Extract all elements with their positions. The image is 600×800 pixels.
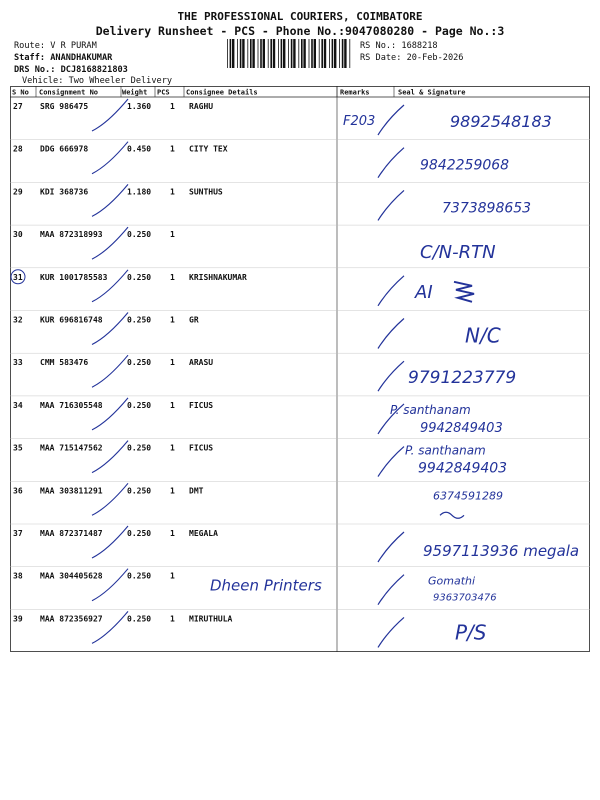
barcode-image [226, 39, 354, 68]
signature-stroke [378, 617, 404, 647]
tick-mark [92, 355, 128, 387]
pcs-count: 1 [170, 358, 175, 368]
pcs-count: 1 [170, 400, 175, 410]
pcs-count: 1 [170, 144, 175, 154]
signature-stroke [378, 361, 404, 391]
barcode-bar [311, 39, 313, 68]
signature-stroke [378, 148, 404, 178]
serial-number: 37 [13, 529, 23, 538]
consignment-number: MAA 303811291 [40, 486, 103, 496]
barcode-bar [250, 39, 252, 68]
handwritten-text: Dheen Printers [210, 576, 322, 595]
barcode-bar [329, 39, 330, 68]
serial-number: 38 [13, 571, 23, 581]
staff-label: Staff: [14, 53, 46, 63]
weight-value: 0.450 [127, 144, 152, 154]
weight-value: 0.250 [127, 529, 152, 538]
barcode-bar [268, 39, 269, 68]
consignee-name: CITY TEX [189, 144, 228, 154]
consignee-name: FICUS [189, 400, 214, 410]
column-header: Remarks [340, 88, 370, 97]
serial-number: 34 [13, 400, 23, 410]
barcode-bar [230, 39, 232, 68]
weight-value: 0.250 [127, 571, 152, 581]
handwritten-text: 9842259068 [420, 157, 510, 174]
consignee-name: KRISHNAKUMAR [189, 272, 247, 282]
barcode-bar [334, 39, 336, 68]
consignee-name: MIRUTHULA [189, 614, 233, 624]
barcode-bar [278, 39, 279, 68]
signature-stroke [378, 532, 404, 562]
pcs-count: 1 [170, 102, 175, 111]
column-header: Seal & Signature [398, 88, 466, 97]
consignment-number: KUR 696816748 [40, 315, 103, 325]
staff-value: ANANDHAKUMAR [50, 53, 113, 63]
signature-stroke [378, 575, 404, 605]
barcode-bar [332, 39, 334, 68]
barcode-bar [301, 39, 303, 68]
handwritten-text: P. santhanam [390, 402, 471, 417]
barcode-bar [319, 39, 320, 68]
consignment-number: CMM 583476 [40, 358, 89, 368]
handwritten-text: 9892548183 [450, 112, 552, 131]
barcode-bar [237, 39, 238, 68]
consignment-number: MAA 716305548 [40, 400, 103, 410]
handwritten-text: Gomathi [428, 574, 476, 588]
handwritten-text: 7373898653 [442, 200, 532, 217]
handwritten-text: P. santhanam [405, 443, 486, 458]
barcode-bar [298, 39, 299, 68]
barcode-bar [227, 39, 228, 68]
tick-mark [92, 99, 128, 131]
barcode-bar [309, 39, 310, 68]
consignee-name: ARASU [189, 358, 214, 368]
pcs-count: 1 [170, 187, 175, 197]
serial-number: 35 [13, 443, 23, 453]
consignment-number: KUR 1001785583 [40, 272, 108, 282]
runsheet-subtitle: Delivery Runsheet - PCS - Phone No.:9047080280 - Page No.:3 [95, 24, 505, 38]
barcode-bar [344, 39, 346, 68]
serial-number: 27 [13, 102, 23, 111]
weight-value: 0.250 [127, 614, 152, 624]
weight-value: 0.250 [127, 230, 152, 240]
consignee-name: SUNTHUS [189, 187, 223, 197]
barcode-bar [314, 39, 316, 68]
column-header: S No [12, 88, 29, 97]
consignee-name: FICUS [189, 443, 214, 453]
serial-number: 30 [13, 230, 23, 240]
barcode-bar [293, 39, 295, 68]
consignee-name: RAGHU [189, 102, 214, 111]
signature-stroke [378, 319, 404, 349]
signature-stroke [378, 190, 404, 220]
barcode-bar [321, 39, 323, 68]
handwritten-text: 9597113936 megala [423, 542, 580, 560]
handwritten-text: 9791223779 [408, 368, 517, 389]
handwritten-text: 9942849403 [420, 420, 503, 436]
barcode-bar [240, 39, 242, 68]
barcode-bar [349, 39, 350, 68]
handwritten-text: 9363703476 [433, 592, 497, 604]
barcode-bar [288, 39, 289, 68]
handwritten-text: 9942849403 [418, 460, 508, 477]
signature-stroke [440, 512, 464, 518]
barcode-bar [242, 39, 244, 68]
column-header: Consignee Details [186, 88, 258, 97]
handwritten-text: N/C [465, 323, 501, 348]
consignment-number: SRG 986475 [40, 102, 89, 111]
weight-value: 0.250 [127, 400, 152, 410]
pcs-count: 1 [170, 571, 175, 581]
barcode-bar [260, 39, 262, 68]
route-line: Route: V R PURAM [14, 41, 97, 51]
barcode-bar [270, 39, 272, 68]
barcode-bar [252, 39, 254, 68]
weight-value: 0.250 [127, 443, 152, 453]
weight-value: 0.250 [127, 486, 152, 496]
company-title: THE PROFESSIONAL COURIERS, COIMBATORE [177, 10, 423, 23]
handwritten-text: P/S [455, 620, 487, 645]
drs-label: DRS No.: [14, 65, 56, 75]
column-header: PCS [157, 88, 170, 97]
weight-value: 1.180 [127, 187, 152, 197]
signature-stroke [378, 447, 404, 477]
serial-number: 32 [13, 315, 23, 325]
serial-number: 29 [13, 187, 23, 197]
drs-line [14, 65, 128, 75]
serial-number: 31 [13, 272, 23, 282]
signature-stroke [454, 282, 474, 302]
tick-mark [92, 142, 128, 174]
rs-date: RS Date: 20-Feb-2026 [360, 53, 464, 63]
barcode-bar [303, 39, 305, 68]
barcode-bar [342, 39, 344, 68]
consignee-name: MEGALA [189, 529, 218, 538]
weight-value: 0.250 [127, 272, 152, 282]
vehicle-line: Vehicle: Two Wheeler Delivery [22, 76, 173, 86]
column-header: Consignment No [39, 88, 99, 97]
barcode-bar [291, 39, 293, 68]
serial-number: 33 [13, 358, 23, 368]
consignment-number: MAA 715147562 [40, 443, 103, 453]
consignment-number: MAA 872318993 [40, 230, 103, 240]
consignee-name: DMT [189, 486, 204, 496]
drs-value: DCJ8168821803 [60, 65, 128, 75]
barcode-bar [339, 39, 340, 68]
weight-value: 0.250 [127, 358, 152, 368]
barcode-bar [324, 39, 326, 68]
column-header: Weight [122, 88, 148, 97]
barcode-bar [281, 39, 283, 68]
barcode-bar [283, 39, 285, 68]
pcs-count: 1 [170, 614, 175, 624]
serial-number: 36 [13, 486, 23, 496]
barcode-bar [232, 39, 234, 68]
handwritten-text: 6374591289 [433, 489, 503, 503]
barcode-bar [273, 39, 275, 68]
pcs-count: 1 [170, 315, 175, 325]
pcs-count: 1 [170, 230, 175, 240]
barcode-bar [263, 39, 265, 68]
handwritten-text: F203 [343, 114, 376, 129]
pcs-count: 1 [170, 272, 175, 282]
serial-number: 28 [13, 144, 23, 154]
weight-value: 1.360 [127, 102, 152, 111]
consignment-number: MAA 304405628 [40, 571, 103, 581]
consignment-number: MAA 872356927 [40, 614, 103, 624]
pcs-count: 1 [170, 529, 175, 538]
consignment-number: KDI 368736 [40, 187, 89, 197]
consignment-number: DDG 666978 [40, 144, 89, 154]
barcode-bar [258, 39, 259, 68]
runsheet-table [10, 86, 590, 652]
handwritten-text: AI [415, 281, 433, 303]
weight-value: 0.250 [127, 315, 152, 325]
rs-number: RS No.: 1688218 [360, 41, 438, 51]
serial-number: 39 [13, 614, 23, 624]
pcs-count: 1 [170, 486, 175, 496]
barcode-bar [247, 39, 248, 68]
consignment-number: MAA 872371487 [40, 529, 103, 538]
tick-mark [92, 184, 128, 216]
consignee-name: GR [189, 315, 199, 325]
staff-line [14, 53, 112, 63]
pcs-count: 1 [170, 443, 175, 453]
handwritten-text: C/N-RTN [420, 242, 496, 264]
signature-stroke [378, 105, 404, 135]
signature-stroke [378, 276, 404, 306]
